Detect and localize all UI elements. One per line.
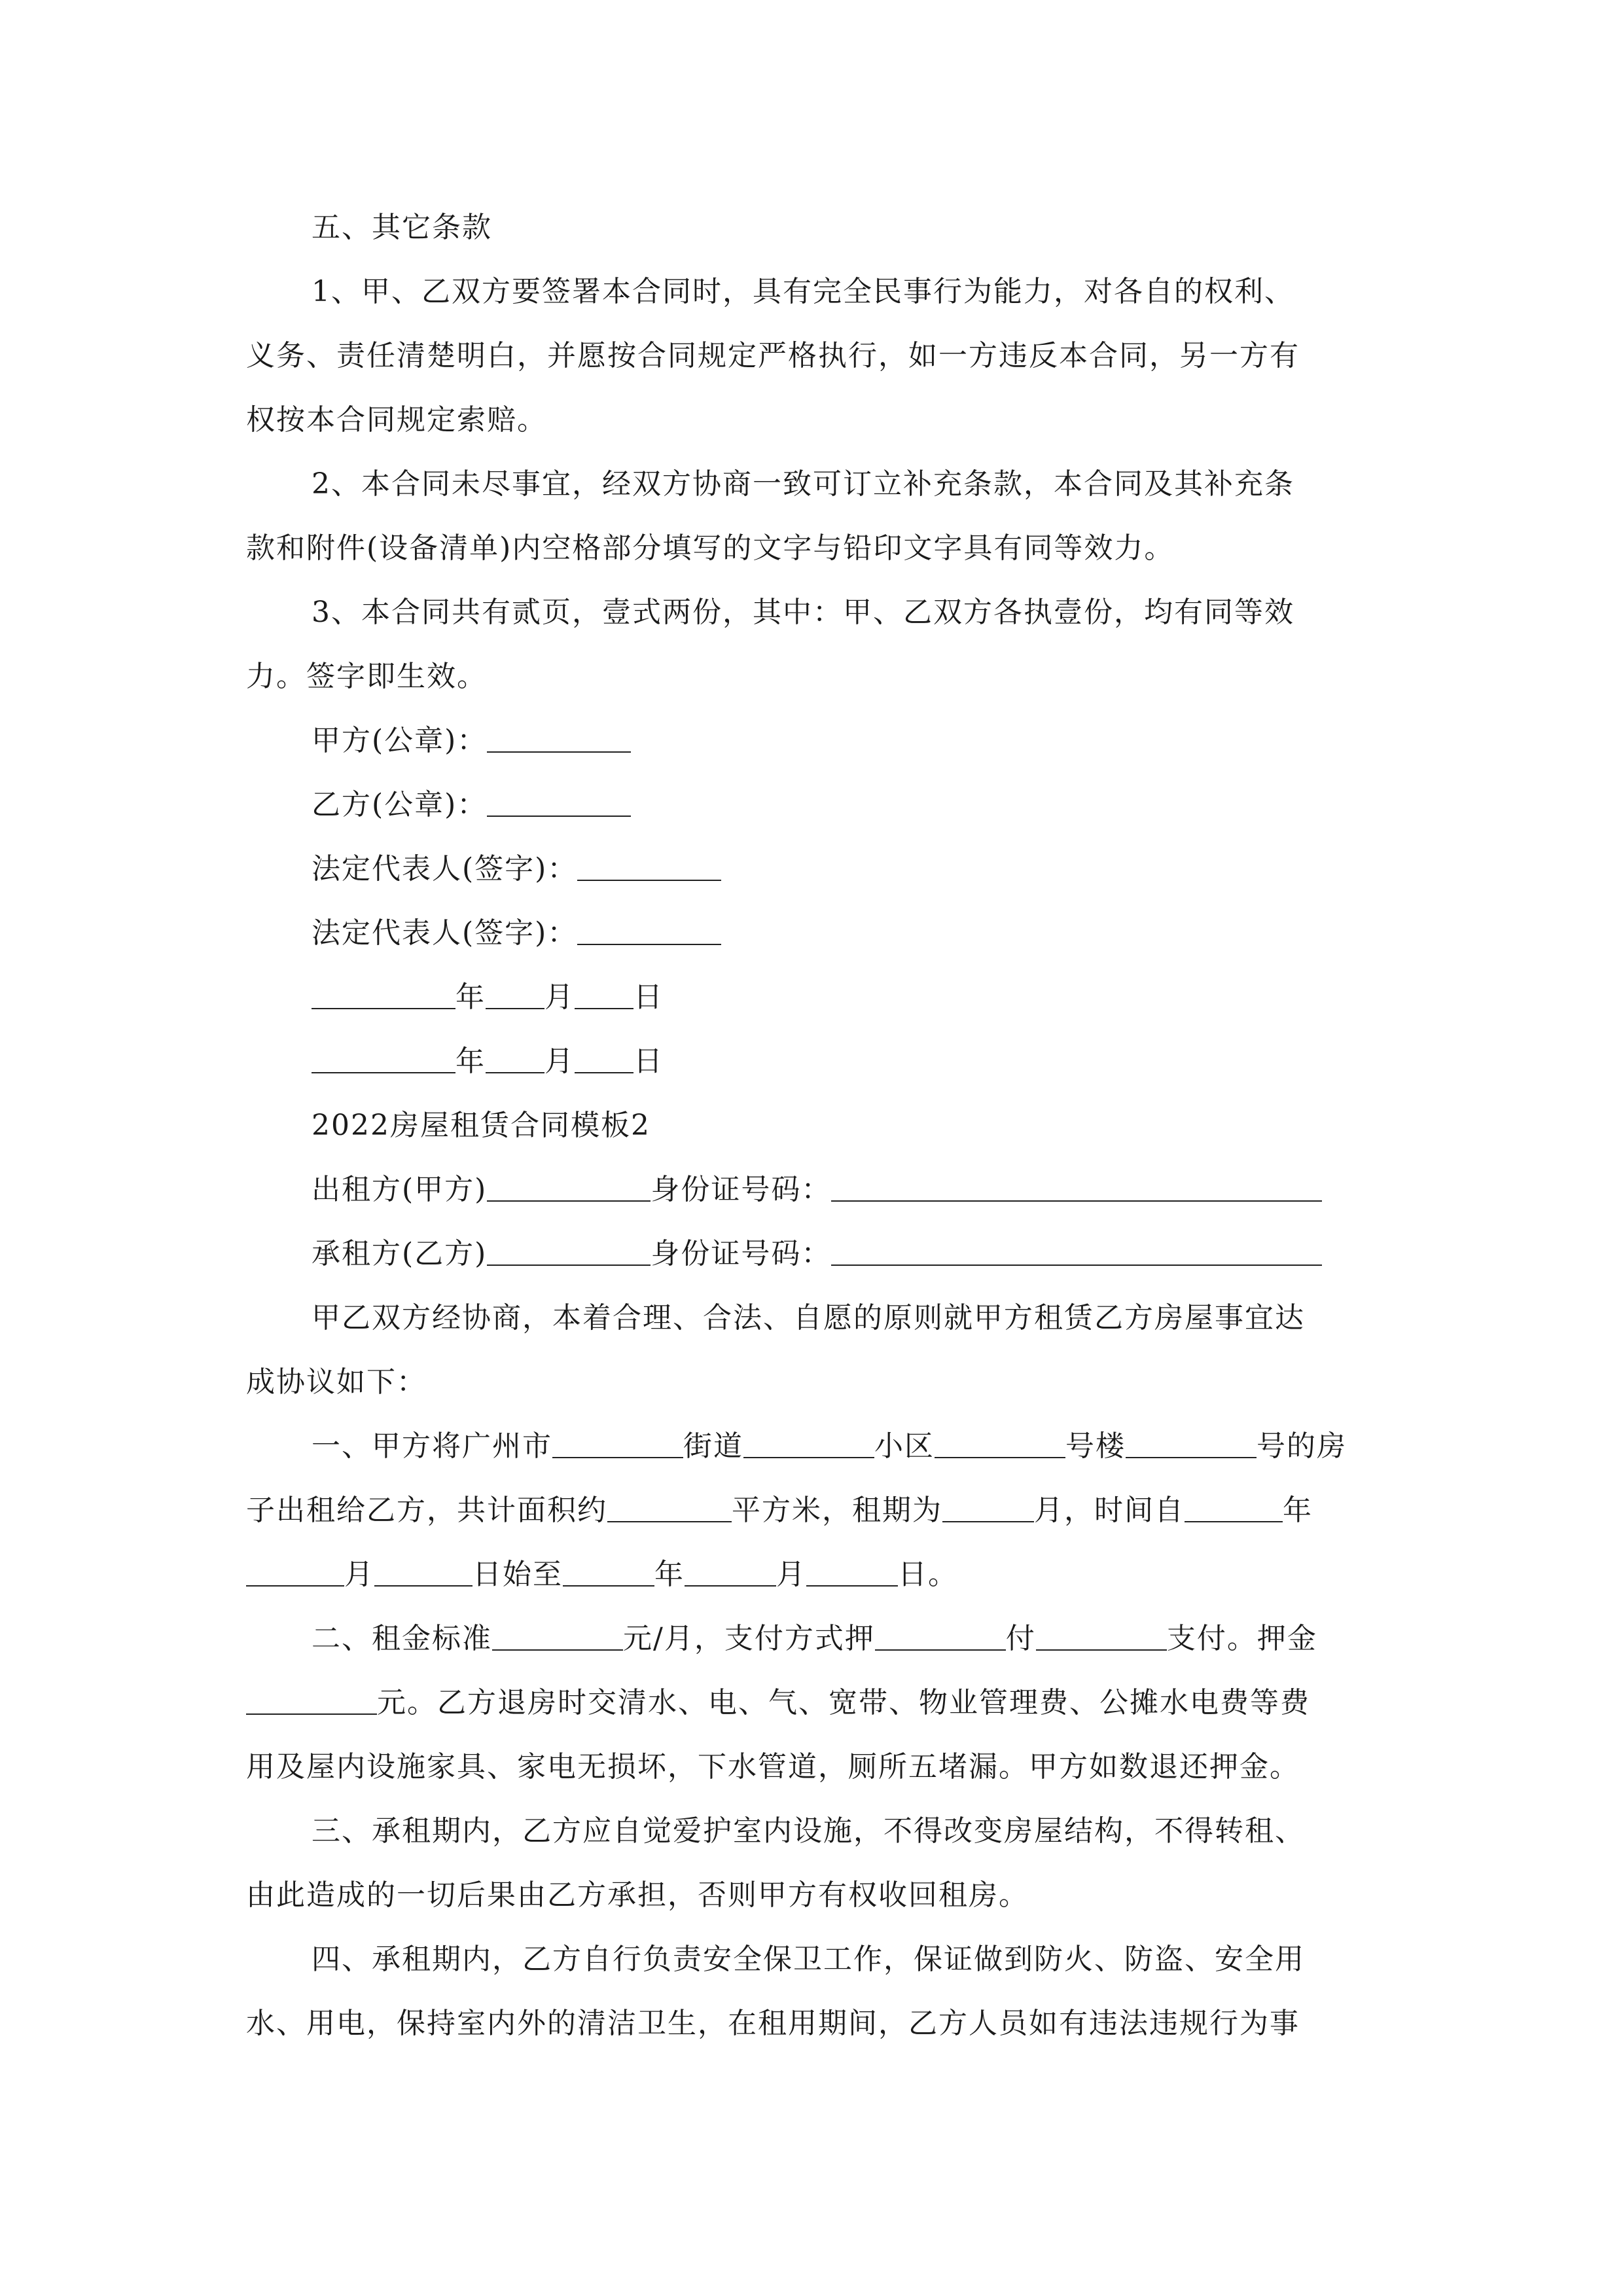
line-text: 水、用电，保持室内外的清洁卫生，在租用期间，乙方人员如有违法违规行为事 [246, 2007, 1300, 2040]
term-1-line-2 [246, 1492, 1378, 1529]
line-text: 五、其它条款 [312, 211, 492, 244]
fill-in-blank[interactable] [607, 1495, 732, 1522]
fill-in-blank[interactable] [486, 1046, 544, 1073]
line-text: 款和附件(设备清单)内空格部分填写的文字与铅印文字具有同等效力。 [246, 531, 1175, 565]
fill-in-blank[interactable] [487, 725, 631, 753]
line-text: 甲方(公章)： [312, 724, 488, 757]
line-text: 平方米，租期为 [732, 1494, 942, 1527]
line-text: 日。 [898, 1558, 958, 1591]
fill-in-blank[interactable] [831, 1174, 1322, 1202]
fill-in-blank[interactable] [552, 1431, 683, 1458]
line-text: 日始至 [473, 1558, 563, 1591]
term-1-line-3 [246, 1556, 1378, 1593]
line-text: 身份证号码： [651, 1237, 832, 1270]
line-text: 年 [455, 980, 486, 1014]
fill-in-blank[interactable] [942, 1495, 1034, 1522]
clause-3-line-2 [246, 658, 1378, 695]
line-text: 元。乙方退房时交清水、电、气、宽带、物业管理费、公摊水电费等费 [377, 1686, 1310, 1719]
party-a-seal [312, 723, 1444, 759]
line-text: 月 [776, 1558, 806, 1591]
fill-in-blank[interactable] [935, 1431, 1065, 1458]
fill-in-blank[interactable] [577, 918, 721, 945]
line-text: 权按本合同规定索赔。 [246, 403, 547, 437]
term-2-line-1 [312, 1621, 1444, 1657]
line-text: 月 [544, 1045, 575, 1078]
term-1-line-1 [312, 1428, 1444, 1465]
line-text: 元/月，支付方式押 [623, 1622, 875, 1655]
legal-rep-signature-a [312, 851, 1444, 888]
fill-in-blank[interactable] [577, 853, 721, 881]
line-text: 法定代表人(签字)： [312, 916, 578, 950]
preamble-line-2 [246, 1364, 1378, 1401]
fill-in-blank[interactable] [563, 1559, 654, 1587]
line-text: 年 [654, 1558, 685, 1591]
lessee-id-line [312, 1236, 1444, 1272]
line-text: 付 [1005, 1622, 1036, 1655]
date-line-b [312, 1043, 1444, 1080]
line-text: 出租方(甲方) [312, 1173, 488, 1206]
line-text: 年 [1283, 1494, 1313, 1527]
line-text: 二、租金标准 [312, 1622, 492, 1655]
clause-2-line-1 [312, 466, 1444, 503]
date-line-a [312, 979, 1444, 1016]
line-text: 2、本合同未尽事宜，经双方协商一致可订立补充条款，本合同及其补充条 [312, 467, 1294, 501]
line-text: 3、本合同共有贰页，壹式两份，其中：甲、乙双方各执壹份，均有同等效 [312, 596, 1294, 629]
line-text: 三、承租期内，乙方应自觉爱护室内设施，不得改变房屋结构，不得转租、 [312, 1814, 1305, 1848]
line-text: 义务、责任清楚明白，并愿按合同规定严格执行，如一方违反本合同，另一方有 [246, 339, 1300, 372]
line-text: 甲乙双方经协商，本着合理、合法、自愿的原则就甲方租赁乙方房屋事宜达 [312, 1301, 1305, 1335]
line-text: 一、甲方将广州市 [312, 1429, 552, 1463]
fill-in-blank[interactable] [743, 1431, 874, 1458]
line-text: 身份证号码： [651, 1173, 832, 1206]
legal-rep-signature-b [312, 915, 1444, 952]
line-text: 乙方(公章)： [312, 788, 488, 821]
clause-2-line-2 [246, 530, 1378, 567]
term-2-line-3 [246, 1749, 1378, 1785]
line-text: 年 [455, 1045, 486, 1078]
line-text: 子出租给乙方，共计面积约 [246, 1494, 607, 1527]
party-b-seal [312, 787, 1444, 823]
line-text: 力。签字即生效。 [246, 660, 487, 693]
fill-in-blank[interactable] [1185, 1495, 1283, 1522]
fill-in-blank[interactable] [875, 1623, 1006, 1651]
term-4-line-1 [312, 1941, 1444, 1978]
line-text: 1、甲、乙双方要签署本合同时，具有完全民事行为能力，对各自的权利、 [312, 275, 1294, 308]
template-2-title [312, 1107, 1444, 1144]
fill-in-blank[interactable] [246, 1559, 344, 1587]
line-text: 小区 [874, 1429, 935, 1463]
fill-in-blank[interactable] [312, 982, 455, 1009]
lessor-id-line [312, 1172, 1444, 1208]
fill-in-blank[interactable] [312, 1046, 455, 1073]
clause-1-line-1 [312, 274, 1444, 310]
clause-1-line-3 [246, 402, 1378, 439]
line-text: 用及屋内设施家具、家电无损坏，下水管道，厕所五堵漏。甲方如数退还押金。 [246, 1750, 1300, 1784]
fill-in-blank[interactable] [487, 1238, 651, 1266]
section-heading-other-terms [312, 209, 1444, 246]
term-3-line-2 [246, 1877, 1378, 1914]
line-text: 支付。押金 [1166, 1622, 1317, 1655]
line-text: 月 [344, 1558, 374, 1591]
term-4-line-2 [246, 2005, 1378, 2042]
fill-in-blank[interactable] [374, 1559, 473, 1587]
line-text: 月，时间自 [1034, 1494, 1185, 1527]
fill-in-blank[interactable] [575, 1046, 633, 1073]
clause-1-line-2 [246, 338, 1378, 374]
line-text: 法定代表人(签字)： [312, 852, 578, 886]
line-text: 街道 [683, 1429, 743, 1463]
term-2-line-2 [246, 1685, 1378, 1721]
fill-in-blank[interactable] [831, 1238, 1322, 1266]
line-text: 2022房屋租赁合同模板2 [312, 1109, 651, 1142]
line-text: 成协议如下： [246, 1365, 427, 1399]
line-text: 由此造成的一切后果由乙方承担，否则甲方有权收回租房。 [246, 1878, 1029, 1912]
fill-in-blank[interactable] [1126, 1431, 1257, 1458]
clause-3-line-1 [312, 594, 1444, 631]
term-3-line-1 [312, 1813, 1444, 1850]
fill-in-blank[interactable] [487, 789, 631, 817]
fill-in-blank[interactable] [1036, 1623, 1167, 1651]
line-text: 四、承租期内，乙方自行负责安全保卫工作，保证做到防火、防盗、安全用 [312, 1943, 1305, 1976]
line-text: 号的房 [1257, 1429, 1347, 1463]
line-text: 号楼 [1065, 1429, 1126, 1463]
fill-in-blank[interactable] [806, 1559, 898, 1587]
fill-in-blank[interactable] [486, 982, 544, 1009]
preamble-line-1 [312, 1300, 1444, 1336]
fill-in-blank[interactable] [575, 982, 633, 1009]
fill-in-blank[interactable] [492, 1623, 623, 1651]
line-text: 承租方(乙方) [312, 1237, 488, 1270]
line-text: 日 [633, 980, 664, 1014]
line-text: 月 [544, 980, 575, 1014]
line-text: 日 [633, 1045, 664, 1078]
fill-in-blank[interactable] [685, 1559, 776, 1587]
fill-in-blank[interactable] [487, 1174, 651, 1202]
fill-in-blank[interactable] [246, 1687, 377, 1715]
